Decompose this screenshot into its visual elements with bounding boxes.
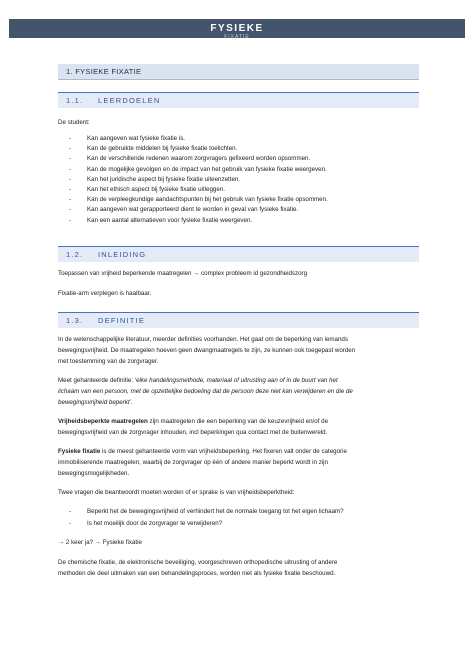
text-line (58, 375, 419, 386)
text-line (58, 386, 419, 397)
quote-text: lichaam van een persoon, met de opzettelijke bedoeling dat de persoon deze niet kan verwijderen en die de (58, 388, 353, 396)
questions-intro: Twee vragen die beantwoordt moeten worden of er sprake is van vrijheidsbeperktheid: (58, 489, 295, 496)
quote-text: ‘elke handelingsmethode, materiaal of uitrusting aan of in de buurt van het (134, 377, 338, 384)
learning-goals-list (58, 134, 419, 226)
text-run: is de meest gehanteerde vorm van vrijheidsbeperking. Het fixeren valt onder de categorie (100, 448, 347, 455)
text-line (58, 416, 419, 427)
section-number: 1.3. (66, 316, 84, 325)
definition-paragraph (58, 334, 419, 368)
text-line: In de wetenschappelijke literatuur, meerder definities voorhanden. Het gaat om de beperking van iemands (58, 336, 348, 343)
questions-list (58, 506, 419, 529)
text-line: De chemische fixatie, de elektronische beveiliging, voorgeschreven orthopedische uitrusting of andere (58, 559, 338, 566)
definition-quote-paragraph (58, 375, 419, 409)
bold-term: Vrijheidsbeperkte maatregelen (58, 418, 148, 425)
quote-text: bewegingsvrijheid beperkt’. (58, 399, 133, 407)
section-heading-1: 1. FYSIEKE FIXATIE (58, 64, 419, 80)
list-item: - Kan een aantal alternatieven voor fysieke fixatie weergeven. (58, 216, 419, 226)
intro-paragraph: Fixatie-arm verplegen is haalbaar. (58, 290, 152, 297)
section-heading-1-1 (58, 92, 419, 108)
section-number: 1.2. (66, 250, 84, 259)
text-line: met toestemming van de zorgvrager. (58, 358, 159, 366)
section-number: 1.1. (66, 96, 84, 105)
list-item: - Kan het juridische aspect bij fysieke fixatie uiteenzetten. (58, 175, 419, 185)
list-item: - Kan de verschillende redenen waarom zorgvragers gefixeerd worden opsommen. (58, 154, 419, 164)
list-item: - Kan de mogelijke gevolgen en de impact van het gebruik van fysieke fixatie weergeven. (58, 165, 419, 175)
list-item: - Kan het ethisch aspect bij fysieke fixatie uitleggen. (58, 185, 419, 195)
text-line: methoden die deel uitmaken van een behandelingsproces, worden niet als fysieke fixatie beschouwd. (58, 570, 336, 578)
section-heading-1-3 (58, 312, 419, 328)
list-item: - Kan de verpleegkundige aandachtspunten bij het gebruik van fysieke fixatie opsommen. (58, 195, 419, 205)
document-header-banner (9, 19, 465, 38)
conclusion-line: → 2 keer ja? → Fysieke fixatie (58, 539, 142, 546)
restrictive-measures-paragraph (58, 416, 419, 438)
text-line (58, 446, 419, 457)
section-title: LEERDOELEN (98, 96, 161, 105)
section-title: INLEIDING (98, 250, 147, 259)
text-run: zijn maatregelen die een beperking van de keuzevrijheid en/of de (147, 418, 329, 425)
section-heading-1-2 (58, 246, 419, 262)
list-item: - Kan aangeven wat fysieke fixatie is. (58, 134, 419, 144)
bold-term: Fysieke fixatie (58, 448, 101, 455)
text-line: immobiliserende maatregelen, waarbij de zorgvrager op één of andere manier beperkt wordt in zijn (58, 459, 328, 467)
text-line: bewegingsvrijheid. De maatregelen hoeven geen dwangmaatregels te zijn, ze kunnen ook toegepast worden (58, 347, 356, 355)
text-prefix: Meet gehanteerde definitie: (58, 377, 135, 384)
text-line: bewegingsvrijheid van de zorgvrager inhouden, incl beperkingen qua contact met de buitenwereld. (58, 429, 328, 437)
text-line: bewegingsmogelijkheden. (58, 470, 130, 478)
document-title: FYSIEKE (210, 23, 264, 34)
list-item: - Kan aangeven wat gerapporteerd dient te worden in geval van fysieke fixatie. (58, 205, 419, 215)
document-subtitle: FIXATIE (224, 34, 250, 38)
list-item: - Kan de gebruikte middelen bij fysieke fixatie toelichten. (58, 144, 419, 154)
physical-fixation-paragraph (58, 446, 419, 480)
intro-paragraph: Toepassen van vrijheid beperkende maatregelen → complex probleem id gezondheidszorg (58, 270, 308, 277)
list-item: - Beperkt het de bewegingsvrijheid of verhindert het de normale toegang tot het eigen lichaam? (58, 506, 419, 518)
learning-goals-intro: De student: (58, 119, 90, 126)
list-item: - Is het moeilijk door de zorgvrager te verwijderen? (58, 518, 419, 530)
exclusions-paragraph (58, 557, 419, 579)
text-line (58, 397, 419, 408)
section-title: DEFINITIE (98, 316, 146, 325)
